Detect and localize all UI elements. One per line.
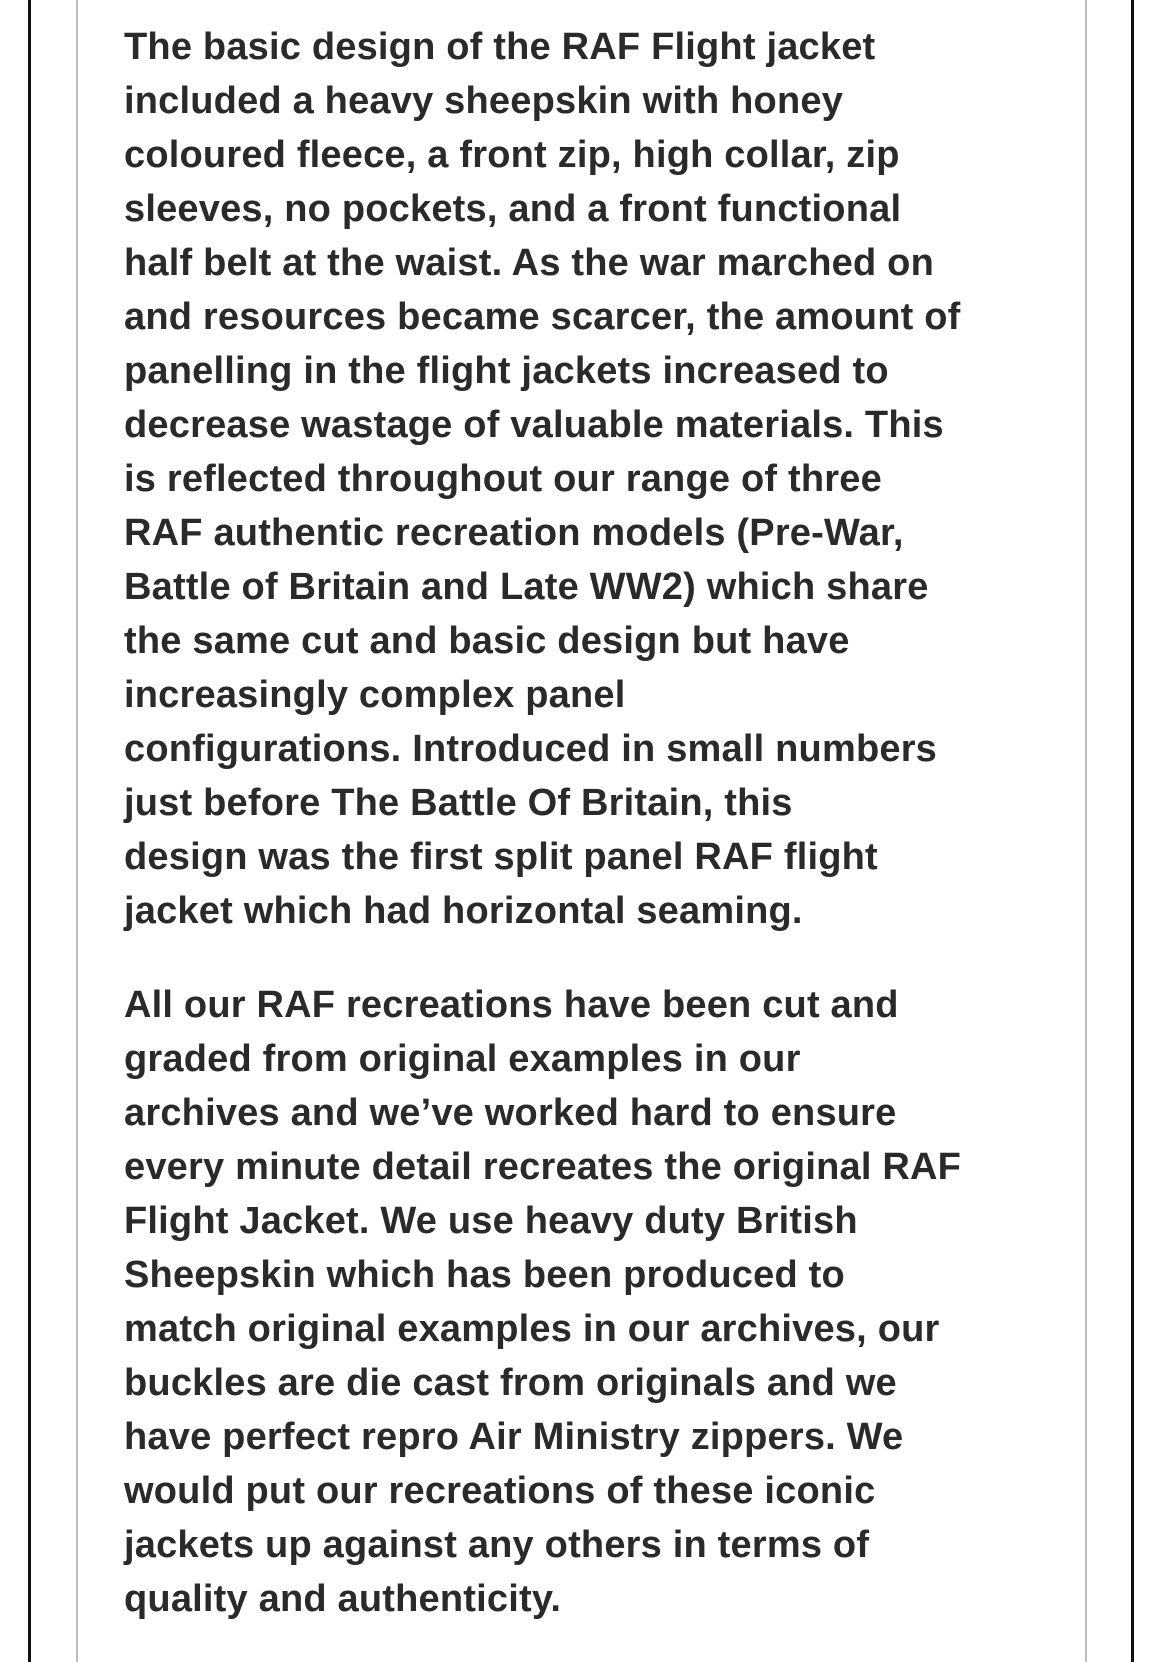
paragraph-design-history: The basic design of the RAF Flight jacket included a heavy sheepskin with honey coloured fleece, a front zip, high collar, zip sleeves, no pockets, and a front functional half belt at the waist. As the war marched on and resources became scarcer, the amount of panelling in the flight jackets increased to decrease wastage of valuable materials. This is reflected throughout our range of three RAF authentic recreation models (Pre-War, Battle of Britain and Late WW2) which share the same cut and basic design but have increasingly complex panel configurations. Introduced in small numbers just before The Battle Of Britain, this design was the first split panel RAF flight jacket which had horizontal seaming.: [124, 26, 961, 932]
inner-left-border: [76, 0, 78, 1662]
paragraph-recreation-quality: All our RAF recreations have been cut and graded from original examples in our archives and we’ve worked hard to ensure every minute detail recreates the original RAF Flight Jacket. We use heavy duty British Sheepskin which has been produced to match original examples in our archives, our buckles are die cast from originals and we have perfect repro Air Ministry zippers. We would put our recreations of these iconic jackets up against any others in terms of quality and authenticity.: [124, 984, 962, 1620]
outer-left-border: [28, 0, 31, 1662]
inner-right-border: [1085, 0, 1087, 1662]
article-text: [124, 20, 1044, 1626]
outer-right-border: [1131, 0, 1134, 1662]
